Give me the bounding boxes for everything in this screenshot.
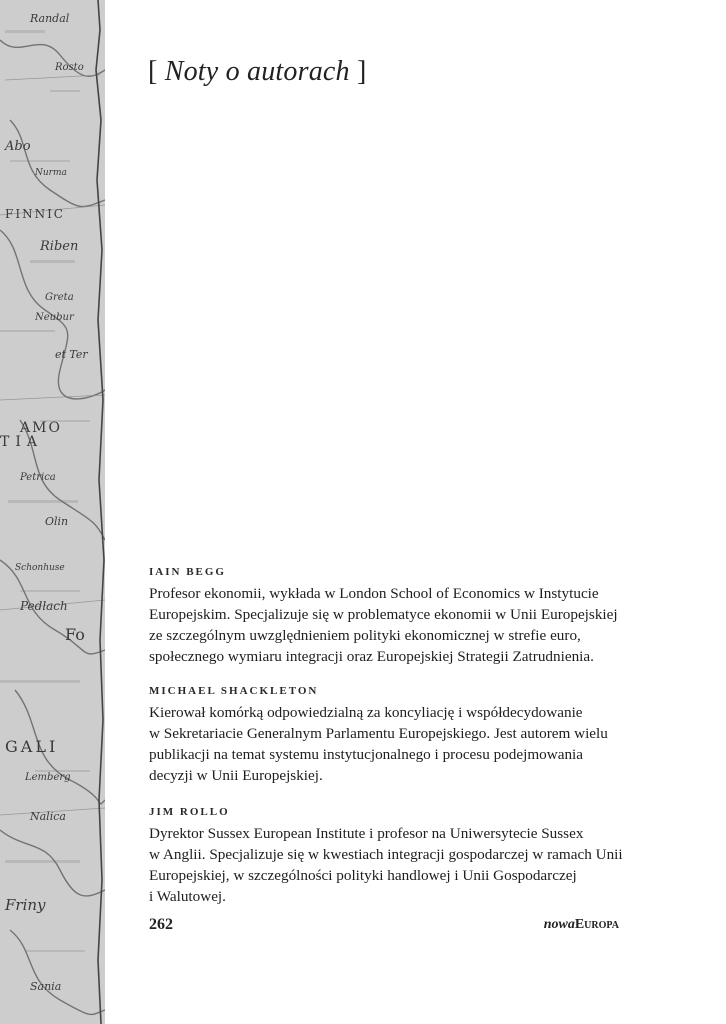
title-text: Noty o autorach xyxy=(164,56,350,87)
journal-title: Europa xyxy=(574,917,619,932)
map-label: Abo xyxy=(5,139,31,154)
map-label: Riben xyxy=(40,239,79,254)
map-label: Nalica xyxy=(30,810,66,823)
map-label: Schonhuse xyxy=(15,563,65,573)
author-entry xyxy=(149,566,629,667)
bio-line: Profesor ekonomii, wykłada w London School of Economics w Instytucie xyxy=(149,585,599,602)
bio-line: w Sekretariacie Generalnym Parlamentu Europejskiego. Jest autorem wielu xyxy=(149,725,608,742)
bio-line: w Anglii. Specjalizuje się w kwestiach integracji gospodarczej w ramach Unii xyxy=(149,846,623,863)
author-bio xyxy=(149,583,629,667)
map-label: Neubur xyxy=(35,312,74,323)
author-bio xyxy=(149,702,629,786)
map-label: et Ter xyxy=(55,348,88,361)
author-entry xyxy=(149,685,629,786)
map-label: Greta xyxy=(45,292,74,303)
author-name: MICHAEL SHACKLETON xyxy=(149,685,319,697)
map-label: Lemberg xyxy=(25,772,71,783)
author-name: IAIN BEGG xyxy=(149,566,226,578)
map-label: Nurma xyxy=(35,168,67,178)
map-label: GALI xyxy=(5,737,59,756)
journal-name xyxy=(544,917,619,933)
map-label: FINNIC xyxy=(5,207,65,221)
bio-line: społecznego wymiaru integracji oraz Europejskiej Strategii Zatrudnienia. xyxy=(149,648,594,665)
bio-line: Dyrektor Sussex European Institute i profesor na Uniwersytecie Sussex xyxy=(149,825,584,842)
map-illustration xyxy=(0,0,105,1024)
decorative-map-strip xyxy=(0,0,105,1024)
bio-line: Europejskim. Specjalizuje się w problematyce ekonomii w Unii Europejskiej xyxy=(149,606,618,623)
map-label: Friny xyxy=(5,896,46,914)
map-label: Pedlach xyxy=(20,599,68,613)
map-label: Randal xyxy=(30,12,70,25)
bio-line: publikacji na temat systemu instytucjonalnego i procesu podejmowania xyxy=(149,746,584,763)
author-bio xyxy=(149,823,629,907)
title-bracket-open: [ xyxy=(148,56,158,87)
map-label: Fo xyxy=(65,625,85,644)
map-label: Petrica xyxy=(20,472,56,483)
author-entry xyxy=(149,806,629,907)
page-number: 262 xyxy=(149,916,173,933)
author-name: JIM ROLLO xyxy=(149,806,230,818)
bio-line: Europejskiej, w szczególności polityki handlowej i Unii Gospodarczej xyxy=(149,867,577,884)
map-label: AMO xyxy=(20,420,62,436)
map-label: Sania xyxy=(30,980,62,993)
page-title xyxy=(148,56,366,88)
bio-line: Kierował komórką odpowiedzialną za koncyliację i współdecydowanie xyxy=(149,704,583,721)
map-label: Rosto xyxy=(55,62,84,73)
map-label: Olin xyxy=(45,515,69,528)
journal-prefix: nowa xyxy=(543,917,575,932)
bio-line: ze szczególnym uwzględnieniem polityki ekonomicznej w strefie euro, xyxy=(149,627,581,644)
title-bracket-close: ] xyxy=(356,56,367,87)
map-label: TIA xyxy=(0,434,43,450)
bio-line: i Walutowej. xyxy=(149,888,226,905)
bio-line: decyzji w Unii Europejskiej. xyxy=(149,767,323,784)
